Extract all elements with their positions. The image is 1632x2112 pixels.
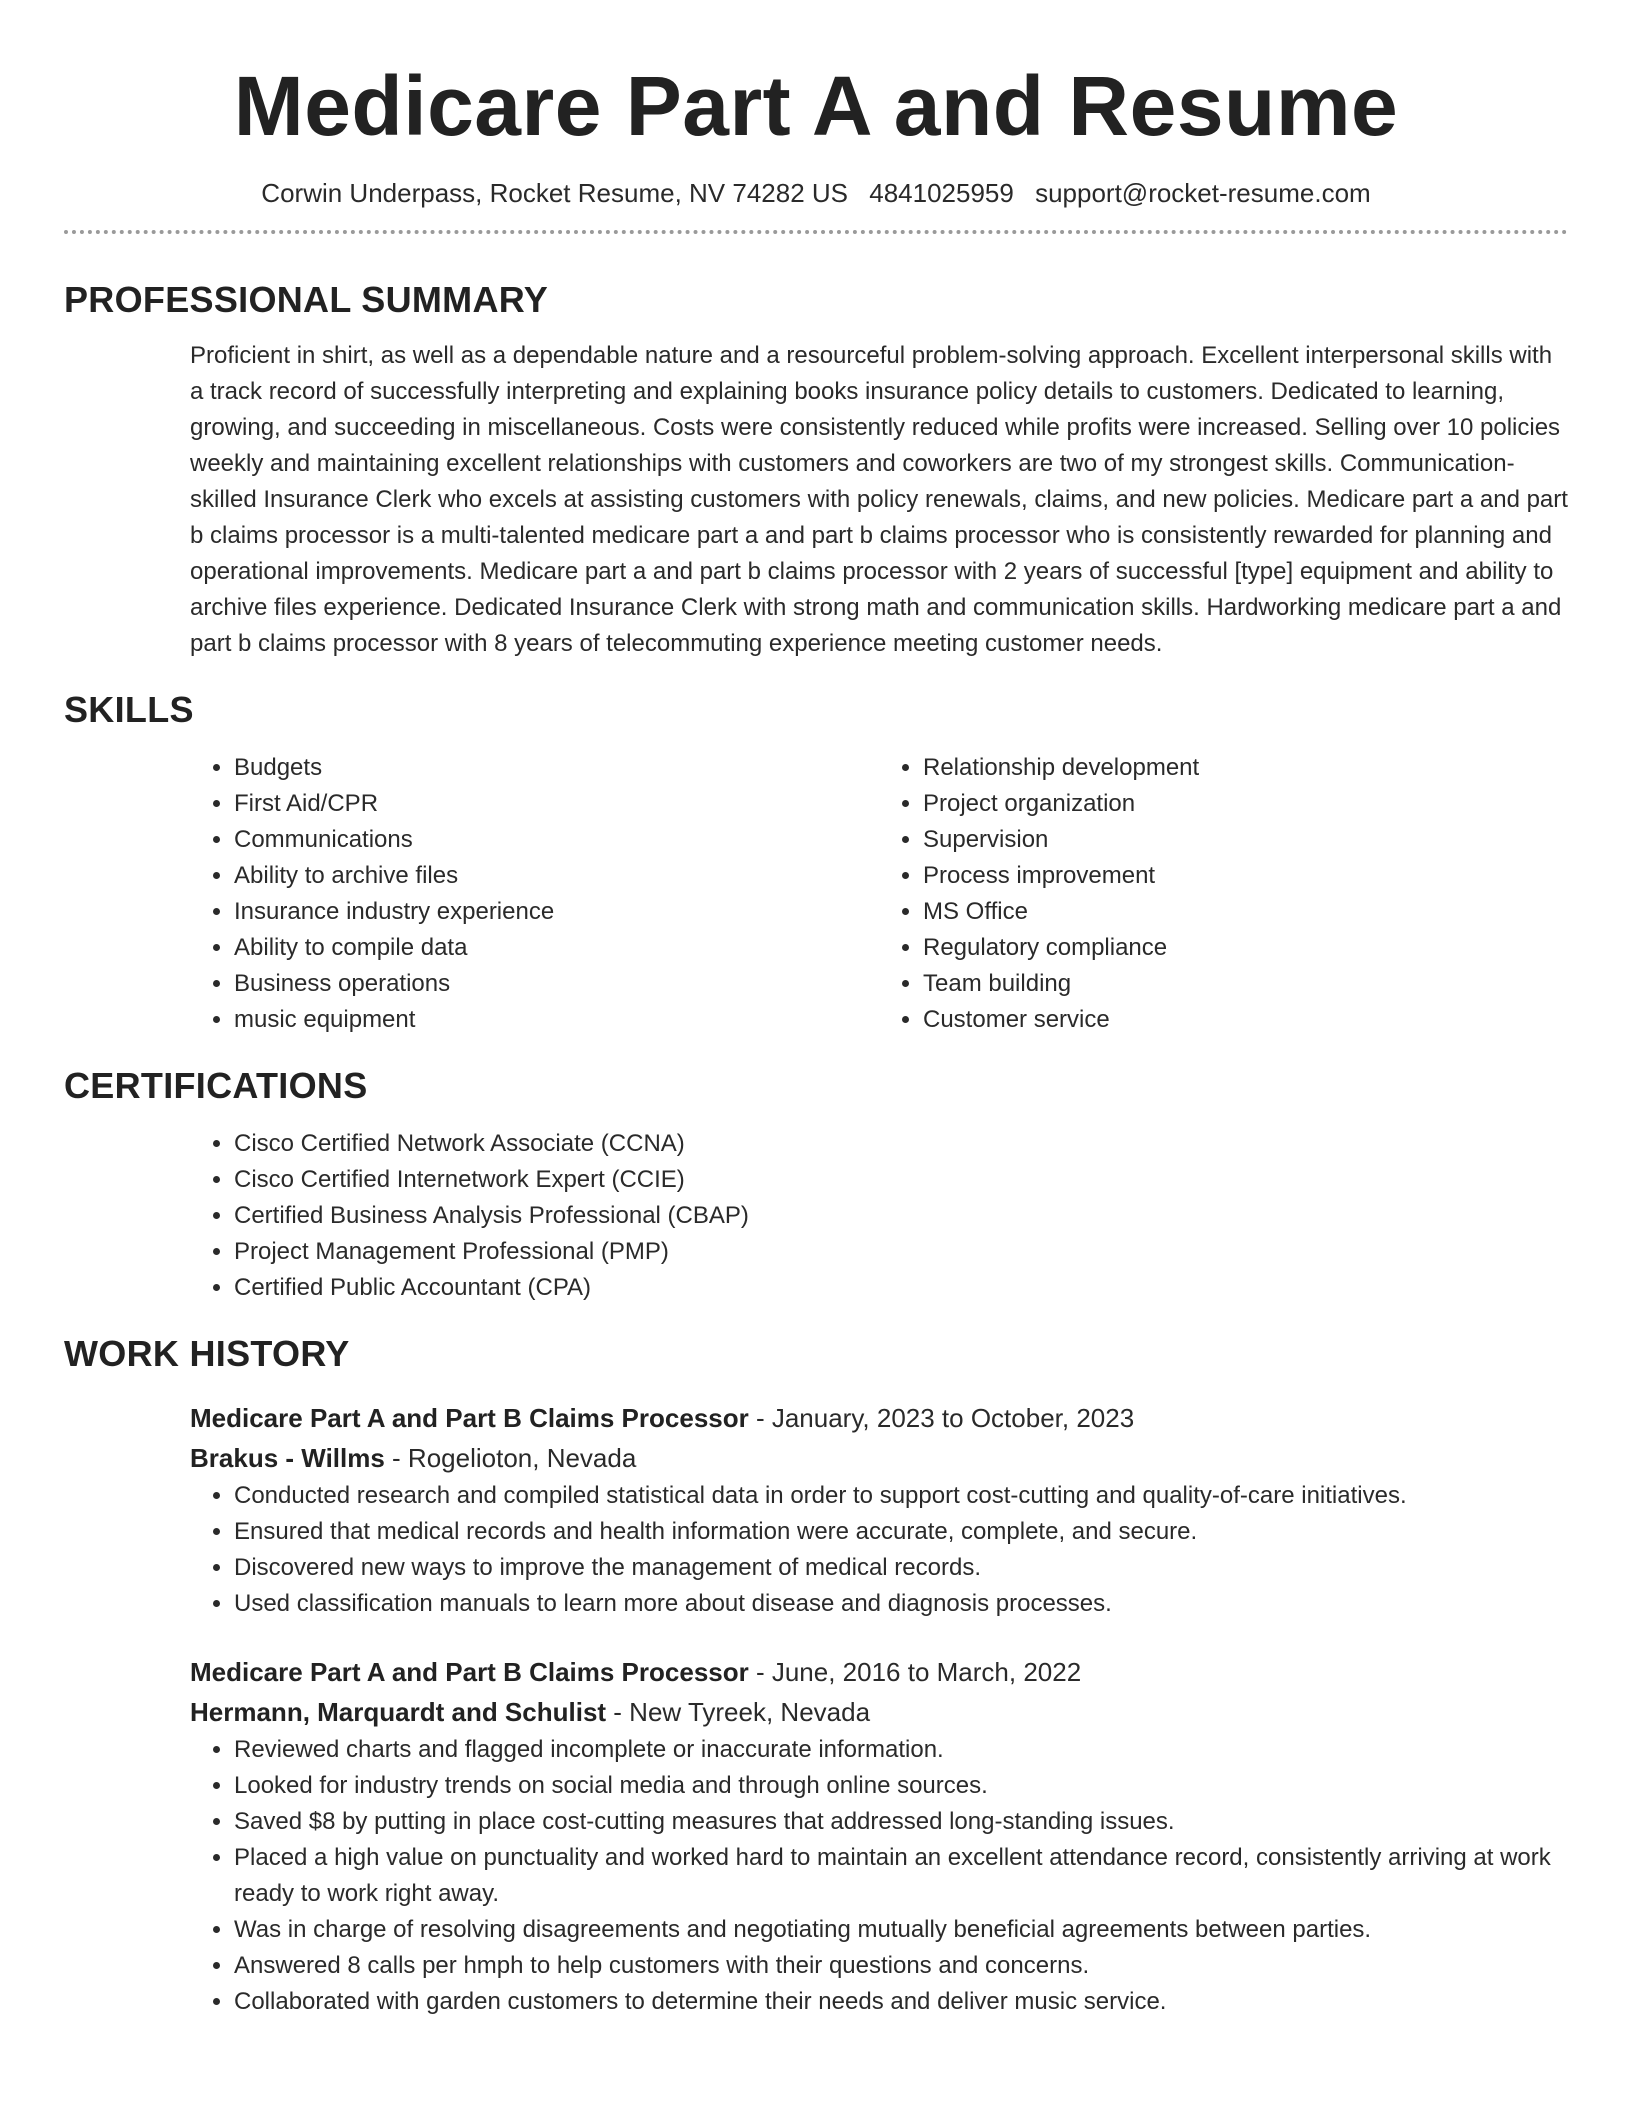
job-company: Brakus - Willms — [190, 1443, 385, 1473]
certifications-heading: CERTIFICATIONS — [64, 1065, 368, 1106]
certifications-section — [64, 1064, 1568, 1306]
job-title-line — [190, 1398, 1568, 1438]
skill-item: • music equipment — [234, 1002, 879, 1038]
skill-item: • Business operations — [234, 966, 879, 1002]
certification-item: • Cisco Certified Internetwork Expert (CCIE) — [234, 1162, 1568, 1198]
job-dates: - January, 2023 to October, 2023 — [748, 1403, 1135, 1433]
skills-right-column — [879, 750, 1568, 1038]
job-company-line — [190, 1692, 1568, 1732]
job-bullet: • Conducted research and compiled statistical data in order to support cost-cutting and quality-of-care initiatives. — [234, 1478, 1568, 1514]
job-title: Medicare Part A and Part B Claims Processor — [190, 1657, 749, 1687]
contact-line — [64, 176, 1568, 210]
skill-item: • First Aid/CPR — [234, 786, 879, 822]
skills-heading: SKILLS — [64, 689, 194, 730]
job-bullet: • Discovered new ways to improve the management of medical records. — [234, 1550, 1568, 1586]
skill-item: • Budgets — [234, 750, 879, 786]
header-divider — [64, 230, 1568, 234]
job-title: Medicare Part A and Part B Claims Processor — [190, 1403, 749, 1433]
job-location: - Rogelioton, Nevada — [384, 1443, 637, 1473]
skill-item: • Process improvement — [923, 858, 1568, 894]
skill-item: • Ability to archive files — [234, 858, 879, 894]
job-bullet: • Collaborated with garden customers to determine their needs and deliver music service. — [234, 1984, 1568, 2020]
job-bullets — [190, 1732, 1568, 2020]
contact-email: support@rocket-resume.com — [1035, 178, 1371, 208]
skill-item: • Supervision — [923, 822, 1568, 858]
summary-heading: PROFESSIONAL SUMMARY — [64, 279, 549, 320]
work-history-heading: WORK HISTORY — [64, 1333, 350, 1374]
skill-item: • Team building — [923, 966, 1568, 1002]
summary-section — [64, 278, 1568, 662]
job-company-line — [190, 1438, 1568, 1478]
skills-left-column — [190, 750, 879, 1038]
job-bullet: • Saved $8 by putting in place cost-cutting measures that addressed long-standing issues. — [234, 1804, 1568, 1840]
certification-item: • Project Management Professional (PMP) — [234, 1234, 1568, 1270]
job-bullet: • Answered 8 calls per hmph to help customers with their questions and concerns. — [234, 1948, 1568, 1984]
skill-item: • Ability to compile data — [234, 930, 879, 966]
skill-item: • Project organization — [923, 786, 1568, 822]
certifications-list — [190, 1126, 1568, 1306]
job-company: Hermann, Marquardt and Schulist — [190, 1697, 607, 1727]
certification-item: • Certified Business Analysis Professional (CBAP) — [234, 1198, 1568, 1234]
job-bullet: • Reviewed charts and flagged incomplete or inaccurate information. — [234, 1732, 1568, 1768]
skill-item: • Communications — [234, 822, 879, 858]
skills-grid — [190, 750, 1568, 1038]
job-title-line — [190, 1652, 1568, 1692]
job-dates: - June, 2016 to March, 2022 — [748, 1657, 1082, 1687]
job-location: - New Tyreek, Nevada — [606, 1697, 871, 1727]
job-bullet: • Used classification manuals to learn more about disease and diagnosis processes. — [234, 1586, 1568, 1622]
certification-item: • Certified Public Accountant (CPA) — [234, 1270, 1568, 1306]
skill-item: • Relationship development — [923, 750, 1568, 786]
summary-text: Proficient in shirt, as well as a dependable nature and a resourceful problem-solving approach. Excellent interpersonal skills with a track record of successfully interpreting and explaining books insurance policy details to customers. Dedicated to learning, growing, and succeeding in miscellaneous. Costs were consistently reduced while profits were increased. Selling over 10 policies weekly and maintaining excellent relationships with customers and coworkers are two of my strongest skills. Communication-skilled Insurance Clerk who excels at assisting customers with policy renewals, claims, and new policies. Medicare part a and part b claims processor is a multi-talented medicare part a and part b claims processor who is consistently rewarded for planning and operational improvements. Medicare part a and part b claims processor with 2 years of successful [type] equipment and ability to archive files experience. Dedicated Insurance Clerk with strong math and communication skills. Hardworking medicare part a and part b claims processor with 8 years of telecommuting experience meeting customer needs. — [190, 342, 1568, 657]
skill-item: • MS Office — [923, 894, 1568, 930]
skill-item: • Regulatory compliance — [923, 930, 1568, 966]
job-bullet: • Ensured that medical records and health information were accurate, complete, and secure. — [234, 1514, 1568, 1550]
skills-section — [64, 688, 1568, 1038]
resume-title: Medicare Part A and Resume — [233, 59, 1399, 153]
contact-phone: 4841025959 — [869, 178, 1014, 208]
job-entry — [190, 1652, 1568, 2020]
contact-address: Corwin Underpass, Rocket Resume, NV 74282 US — [261, 178, 848, 208]
skill-item: • Insurance industry experience — [234, 894, 879, 930]
work-history-section — [64, 1332, 1568, 2020]
job-bullet: • Looked for industry trends on social media and through online sources. — [234, 1768, 1568, 1804]
certification-item: • Cisco Certified Network Associate (CCNA) — [234, 1126, 1568, 1162]
job-entry — [190, 1398, 1568, 1622]
job-bullet: • Was in charge of resolving disagreements and negotiating mutually beneficial agreements between parties. — [234, 1912, 1568, 1948]
job-bullets — [190, 1478, 1568, 1622]
job-bullet: • Placed a high value on punctuality and worked hard to maintain an excellent attendance record, consistently arriving at work ready to work right away. — [234, 1840, 1568, 1912]
skill-item: • Customer service — [923, 1002, 1568, 1038]
resume-page — [64, 0, 1568, 2020]
certifications-bullets — [190, 1126, 1568, 1306]
